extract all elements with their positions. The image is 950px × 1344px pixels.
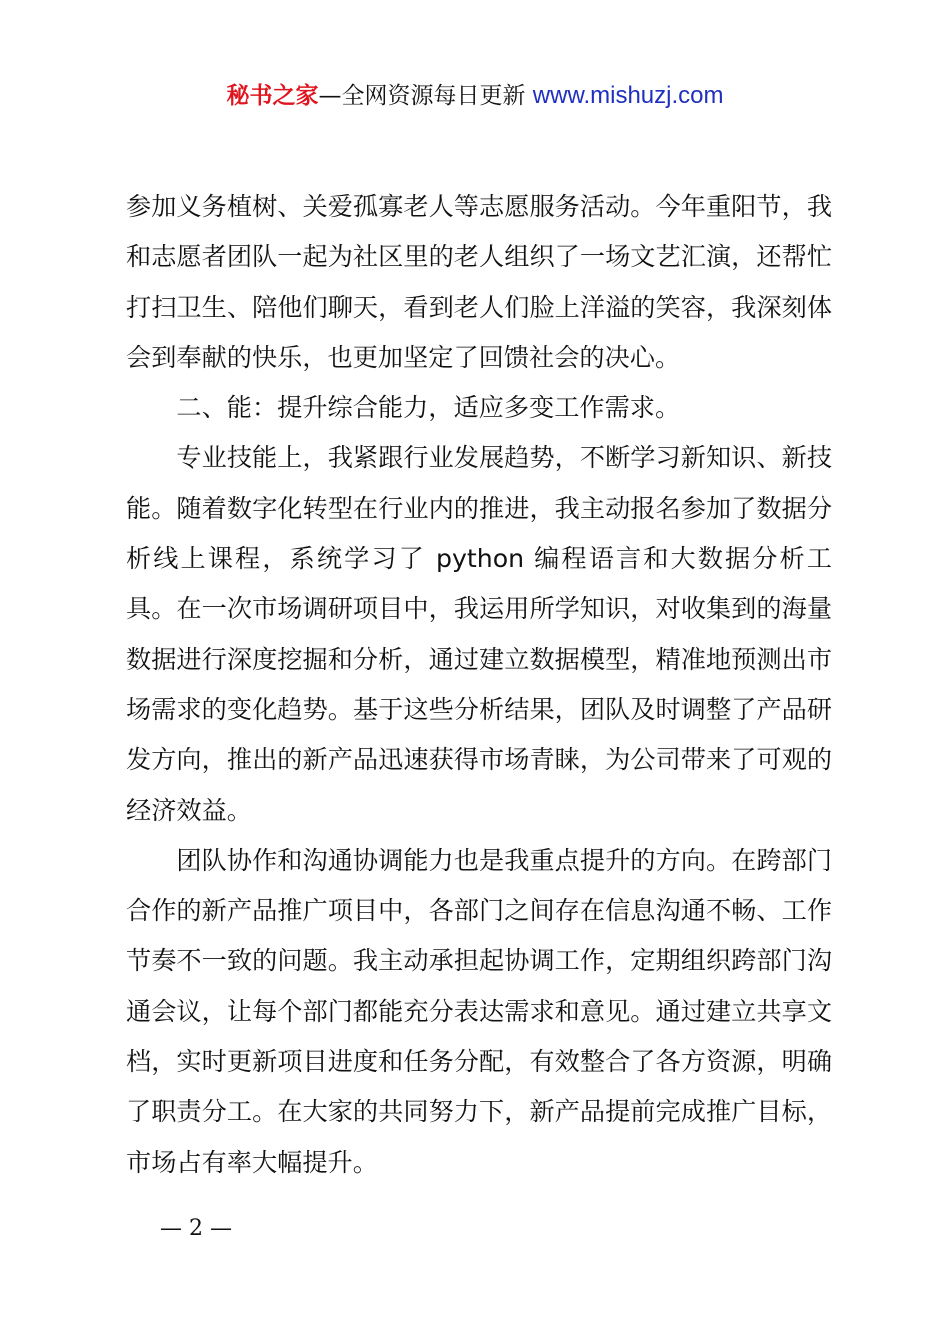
paragraph-professional-skills: 专业技能上，我紧跟行业发展趋势，不断学习新知识、新技能。随着数字化转型在行业内的推进，我主动报名参加了数据分析线上课程，系统学习了 python 编程语言和大数据分析工具。在一次市场调研项目中，我运用所学知识，对收集到的海量数据进行深度挖掘和分析，通过建立数据模型，精准地预测出市场需求的变化趋势。基于这些分析结果，团队及时调整了产品研发方向，推出的新产品迅速获得市场青睐，为公司带来了可观的经济效益。: [126, 443, 832, 825]
site-url-link[interactable]: www.mishuzj.com: [532, 82, 724, 109]
site-header: [0, 80, 950, 112]
paragraph-continued: 参加义务植树、关爱孤寡老人等志愿服务活动。今年重阳节，我和志愿者团队一起为社区里的老人组织了一场文艺汇演，还帮忙打扫卫生、陪他们聊天，看到老人们脸上洋溢的笑容，我深刻体会到奉献的快乐，也更加坚定了回馈社会的决心。: [126, 192, 832, 372]
site-tagline: —全网资源每日更新: [318, 83, 533, 109]
page-number: — 2 —: [160, 1216, 232, 1241]
section-heading: 二、能：提升综合能力，适应多变工作需求。: [176, 393, 681, 423]
paragraph-teamwork: 团队协作和沟通协调能力也是我重点提升的方向。在跨部门合作的新产品推广项目中，各部门之间存在信息沟通不畅、工作节奏不一致的问题。我主动承担起协调工作，定期组织跨部门沟通会议，让每个部门都能充分表达需求和意见。通过建立共享文档，实时更新项目进度和任务分配，有效整合了各方资源，明确了职责分工。在大家的共同努力下，新产品提前完成推广目标，市场占有率大幅提升。: [126, 845, 832, 1177]
site-brand: 秘书之家: [226, 83, 319, 109]
document-body: [126, 182, 832, 1188]
